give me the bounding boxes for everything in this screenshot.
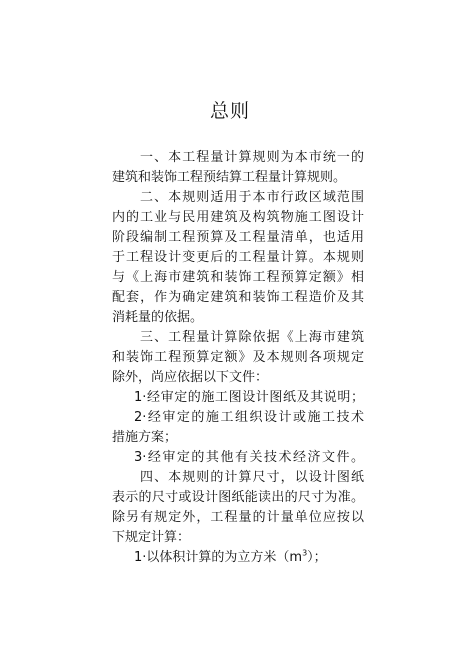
document-title: 总则 — [209, 100, 250, 122]
paragraph-4-line: 下规定计算： — [112, 530, 191, 545]
paragraph-2-line: 于工程设计变更后的工程量计算。本规则 — [112, 250, 364, 265]
list-item-2-line: 措施方案； — [112, 430, 178, 445]
paragraph-4-line: 除另有规定外，工程量的计量单位应按以 — [112, 510, 364, 525]
paragraph-2-line: 阶段编制工程预算及工程量清单，也适用 — [112, 230, 364, 245]
paragraph-2-line: 消耗量的依据。 — [112, 310, 204, 325]
paragraph-3-line: 除外，尚应依据以下文件： — [112, 370, 269, 385]
list-item-4 — [134, 548, 364, 568]
paragraph-2-line: 配套，作为确定建筑和装饰工程造价及其 — [112, 290, 364, 305]
paragraph-3-line: 和装饰工程预算定额》及本规则各项规定 — [112, 350, 364, 365]
paragraph-2-line: 二、本规则适用于本市行政区域范围 — [140, 190, 364, 205]
paragraph-1-line: 建筑和装饰工程预结算工程量计算规则。 — [112, 170, 347, 185]
paragraph-2-line: 与《上海市建筑和装饰工程预算定额》相 — [112, 270, 364, 285]
paragraph-4-line: 表示的尺寸或设计图纸能读出的尺寸为准。 — [112, 490, 364, 505]
paragraph-3-line: 三、工程量计算除依据《上海市建筑 — [140, 330, 364, 345]
paragraph-1-line: 一、本工程量计算规则为本市统一的 — [140, 150, 364, 165]
list-item-1: 1·经审定的施工图设计图纸及其说明； — [134, 390, 364, 405]
superscript-3: 3 — [302, 548, 308, 558]
paragraph-4-line: 四、本规则的计算尺寸，以设计图纸 — [140, 470, 364, 485]
paragraph-2-line: 内的工业与民用建筑及构筑物施工图设计 — [112, 210, 364, 225]
list-item-4-suffix: ）； — [307, 550, 327, 565]
list-item-3: 3·经审定的其他有关技术经济文件。 — [134, 450, 364, 465]
list-item-2-line: 2·经审定的施工组织设计或施工技术 — [134, 410, 364, 425]
list-item-4-text: 1·以体积计算的为立方米（m — [134, 550, 303, 565]
